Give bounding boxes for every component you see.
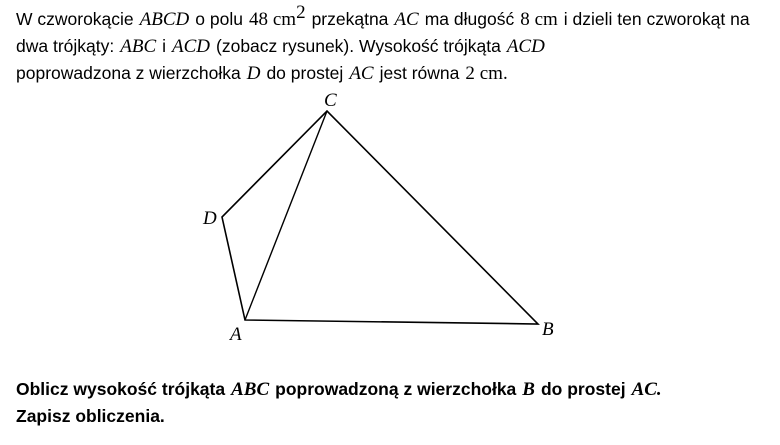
task-text-3: do prostej <box>540 379 626 399</box>
vertex-d-name: D <box>246 63 261 84</box>
length-value: 8 <box>520 9 530 30</box>
task-text-4: Zapisz obliczenia. <box>16 406 165 426</box>
triangle-acd-name-2: ACD <box>506 36 545 57</box>
intro-text-2: o polu <box>195 9 243 29</box>
triangle-acd-name: ACD <box>172 36 211 57</box>
line-ac-name: AC <box>349 63 374 84</box>
height-unit: cm. <box>479 63 508 84</box>
intro-text-9: do prostej <box>266 63 344 83</box>
intro-text-10: jest równa <box>379 63 460 83</box>
intro-text-4: ma długość <box>424 9 515 29</box>
height-value: 2 <box>465 63 475 84</box>
task-text-2: poprowadzoną z wierzchołka <box>275 379 517 399</box>
task-line-name: AC. <box>631 379 662 400</box>
intro-text-7: (zobacz rysunek). Wysokość trójkąta <box>216 36 501 56</box>
diagonal-ac <box>245 111 327 320</box>
intro-text-1: W czworokącie <box>16 9 134 29</box>
diagonal-name: AC <box>394 9 419 30</box>
quadrilateral-name: ABCD <box>139 9 190 30</box>
task-triangle-name: ABC <box>231 379 270 400</box>
label-d: D <box>203 208 217 229</box>
label-a: A <box>230 324 242 345</box>
task-vertex-name: B <box>522 379 535 400</box>
quadrilateral-outline <box>222 111 538 324</box>
area-value: 48 <box>248 9 268 30</box>
task-text-1: Oblicz wysokość trójkąta <box>16 379 226 399</box>
label-b: B <box>542 319 554 340</box>
area-exponent: 2 <box>296 2 306 23</box>
label-c: C <box>324 90 337 111</box>
intro-text-8: poprowadzona z wierzchołka <box>16 63 241 83</box>
intro-text-6: i <box>162 36 167 56</box>
length-unit: cm <box>534 9 558 30</box>
area-unit: cm <box>272 9 297 30</box>
intro-text-5: i dzieli ten czworokąt na dwa trójkąty: <box>16 9 750 56</box>
triangle-abc-name: ABC <box>120 36 157 57</box>
intro-text-3: przekątna <box>311 9 389 29</box>
task-statement <box>16 376 771 429</box>
